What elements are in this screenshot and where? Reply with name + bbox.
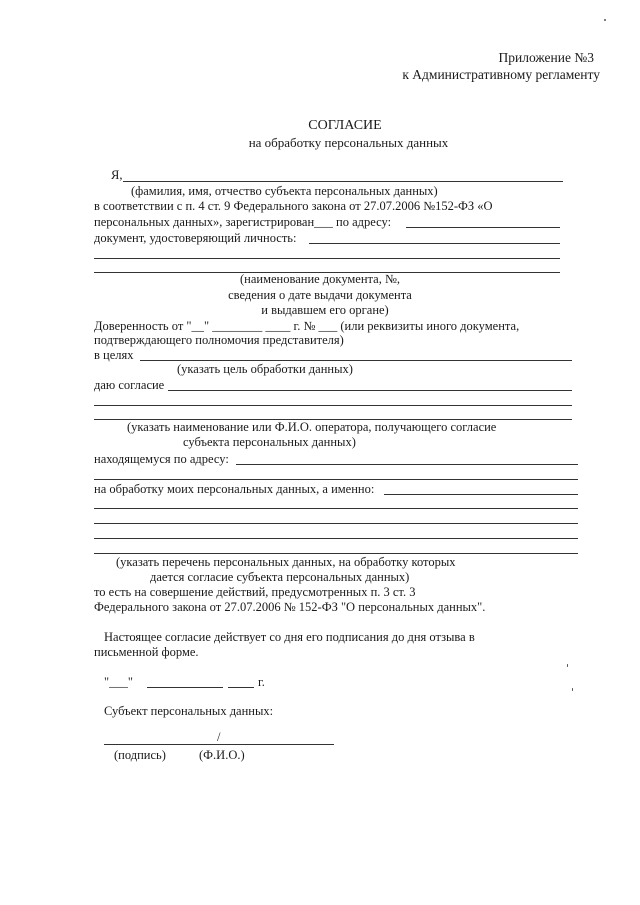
- fio-caption: (фамилия, имя, отчество субъекта персональных данных): [131, 184, 438, 198]
- actions-line-1: то есть на совершение действий, предусмотренных п. 3 ст. 3: [94, 585, 416, 599]
- purpose-field-line[interactable]: [140, 360, 572, 361]
- signature-caption: (подпись): [114, 748, 166, 762]
- address-field-line[interactable]: [406, 227, 560, 228]
- list-caption-2: дается согласие субъекта персональных данных): [150, 570, 410, 584]
- processing-extra-line-2[interactable]: [94, 523, 578, 524]
- date-day-field[interactable]: "___": [104, 675, 133, 689]
- law-text-line1: в соответствии с п. 4 ст. 9 Федерального закона от 27.07.2006 №152-ФЗ «О: [94, 199, 493, 213]
- validity-line-1: Настоящее согласие действует со дня его подписания до дня отзыва в: [104, 630, 475, 644]
- signature-field-line[interactable]: [104, 744, 334, 745]
- validity-line-2: письменной форме.: [94, 645, 199, 659]
- processing-extra-line-1[interactable]: [94, 508, 578, 509]
- signature-slash: /: [217, 730, 221, 744]
- id-document-field-line[interactable]: [309, 243, 560, 244]
- fio-field-line[interactable]: [123, 181, 563, 182]
- processing-extra-line-4[interactable]: [94, 553, 578, 554]
- id-document-label: документ, удостоверяющий личность:: [94, 231, 297, 245]
- power-of-attorney-line1: Доверенность от "__" ________ ____ г. № ___ (или реквизиты иного документа,: [94, 319, 520, 333]
- processing-extra-line-3[interactable]: [94, 538, 578, 539]
- consent-extra-line-1[interactable]: [94, 405, 572, 406]
- actions-line-2: Федерального закона от 27.07.2006 № 152-ФЗ "О персональных данных".: [94, 600, 486, 614]
- consent-label: даю согласие: [94, 378, 165, 392]
- power-of-attorney-line2: подтверждающего полномочия представителя): [94, 333, 344, 347]
- purpose-caption: (указать цель обработки данных): [177, 362, 353, 376]
- processing-field-line[interactable]: [384, 494, 578, 495]
- doc-caption-1: (наименование документа, №,: [239, 272, 401, 286]
- located-field-line[interactable]: [236, 464, 578, 465]
- id-document-extra-line-1[interactable]: [94, 258, 560, 259]
- document-title: СОГЛАСИЕ: [308, 118, 382, 133]
- processing-label: на обработку моих персональных данных, а именно:: [94, 482, 375, 496]
- doc-caption-2: сведения о дате выдачи документа: [228, 288, 412, 302]
- list-caption-1: (указать перечень персональных данных, на обработку которых: [116, 555, 456, 569]
- document-subtitle: на обработку персональных данных: [248, 135, 449, 150]
- subject-label: Субъект персональных данных:: [104, 704, 274, 718]
- scan-speck: [604, 19, 606, 21]
- doc-caption-3: и выдавшем его органе): [261, 303, 389, 317]
- regulation-reference: к Административному регламенту: [402, 67, 600, 82]
- consent-field-line[interactable]: [168, 390, 572, 391]
- fio-short-caption: (Ф.И.О.): [199, 748, 245, 762]
- operator-caption-2: субъекта персональных данных): [183, 435, 356, 449]
- ya-label: Я,: [111, 168, 123, 182]
- operator-caption-1: (указать наименование или Ф.И.О. оператора, получающего согласие: [127, 420, 497, 434]
- appendix-number: Приложение №3: [498, 50, 594, 65]
- located-extra-line[interactable]: [94, 479, 578, 480]
- law-text-line2: персональных данных», зарегистрирован___ по адресу:: [94, 215, 392, 229]
- date-year-suffix: г.: [258, 675, 265, 689]
- located-label: находящемуся по адресу:: [94, 452, 229, 466]
- scan-speck: [572, 688, 573, 691]
- date-month-field-line[interactable]: [147, 687, 223, 688]
- scan-speck: [567, 664, 568, 667]
- date-year-field-line[interactable]: [228, 687, 254, 688]
- purpose-label: в целях: [94, 348, 134, 362]
